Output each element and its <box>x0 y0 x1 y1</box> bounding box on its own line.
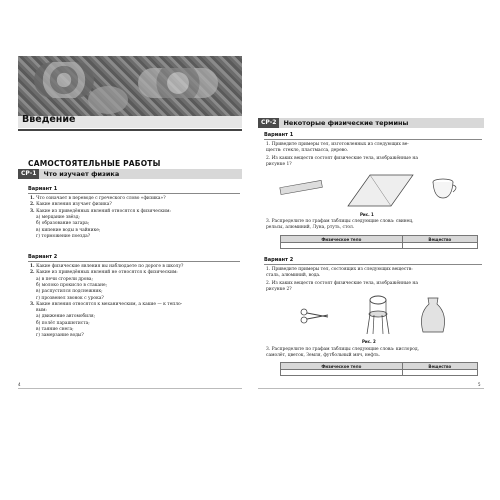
right-v1-label: Вариант 1 <box>264 132 294 138</box>
left-v2-label: Вариант 2 <box>28 254 58 260</box>
cup-icon <box>433 179 456 198</box>
left-v1-label: Вариант 1 <box>28 186 58 192</box>
question-line: г) замерзание воды? <box>36 333 84 339</box>
question-line: 3. Какие явления относятся к механическим, а какие — к тепло- <box>30 301 183 307</box>
figure-1 <box>278 170 478 210</box>
cp1-title: Что изучает физика <box>39 169 242 179</box>
table-header: Физическое тело <box>281 363 403 370</box>
cp2-title: Некоторые физические термины <box>279 118 484 128</box>
right-v2-table <box>280 362 478 376</box>
table-header: Вещество <box>402 363 477 370</box>
scissors-icon <box>301 309 328 323</box>
question-line: г) торможение поезда? <box>36 233 91 239</box>
ruler-icon <box>280 180 323 194</box>
chapter-rule <box>18 129 242 131</box>
question-line: в) кипение воды в чайнике; <box>36 227 101 233</box>
question-line: в) таяние снега; <box>36 327 74 332</box>
chapter-title: Введение <box>22 114 76 125</box>
question-line: 1. Что означает в переводе с греческого слово «физика»? <box>30 196 166 201</box>
page-number-right: 5 <box>478 382 481 387</box>
table-header: Физическое тело <box>281 236 403 243</box>
cp1-code: СР-1 <box>18 169 39 179</box>
question-line: 3. Какие из приведённых явлений относятся к физическим: <box>30 208 171 214</box>
question-line: а) движение автомобиля; <box>36 314 96 320</box>
right-v1-table <box>280 235 478 249</box>
question-line: 2. Какие явления изучает физика? <box>30 202 112 208</box>
right-v1-q2: 2. Из каких веществ состоят физические тела, изображённые на рисунке 1? <box>266 156 418 168</box>
figure-2-caption: Рис. 2 <box>362 339 376 344</box>
figure-1-caption: Рис. 1 <box>360 212 374 217</box>
page-number-left: 4 <box>18 382 21 387</box>
right-v2-q3: 3. Распределите по графам таблицы следующие слова: кислород, самолёт, цветок, Земля, футбольный мяч, нефть. <box>266 347 419 359</box>
question-line: б) полёт парашютиста; <box>36 320 90 326</box>
question-line: 1. Какие физические явления вы наблюдаете по дороге в школу? <box>30 264 184 269</box>
cp2-header <box>258 118 484 128</box>
question-line: б) молоко прокисло в стакане; <box>36 282 108 288</box>
right-v2-q1: 1. Приведите примеры тел, состоящих из следующих веществ: сталь, алюминий, вода. <box>266 267 413 279</box>
right-v2-q2: 2. Из каких веществ состоят физические тела, изображённые на рисунке 2? <box>266 281 418 293</box>
question-line: в) распустился подснежник; <box>36 289 103 295</box>
question-line: г) прозвенел звонок с урока? <box>36 295 104 301</box>
table-header: Вещество <box>402 236 477 243</box>
left-page <box>18 56 242 391</box>
question-line: 2. Какие из приведённых явлений не относятся к физическим: <box>30 270 178 276</box>
vase-icon <box>421 298 444 332</box>
question-line: б) образование загара; <box>36 221 90 227</box>
right-v2-label: Вариант 2 <box>264 257 294 263</box>
cp1-header <box>18 169 242 179</box>
section-title: САМОСТОЯТЕЛЬНЫЕ РАБОТЫ <box>28 159 161 168</box>
chapter-banner <box>18 56 242 128</box>
right-page <box>258 56 484 391</box>
right-v1-q1: 1. Приведите примеры тел, изготовленных из следующих ве- ществ: стекло, пластмасса, дерево. <box>266 142 409 154</box>
question-line: вым: <box>36 308 47 314</box>
book-icon <box>348 175 413 206</box>
question-line: а) в печи сгорели дрова; <box>36 276 93 282</box>
question-line: а) мерцание звёзд; <box>36 214 80 220</box>
cp2-code: СР-2 <box>258 118 279 128</box>
figure-2 <box>298 294 458 336</box>
right-v1-q3: 3. Распределите по графам таблицы следующие слова: свинец, рельсы, алюминий, Луна, ртуть, стол. <box>266 219 414 231</box>
chair-icon <box>367 296 389 334</box>
